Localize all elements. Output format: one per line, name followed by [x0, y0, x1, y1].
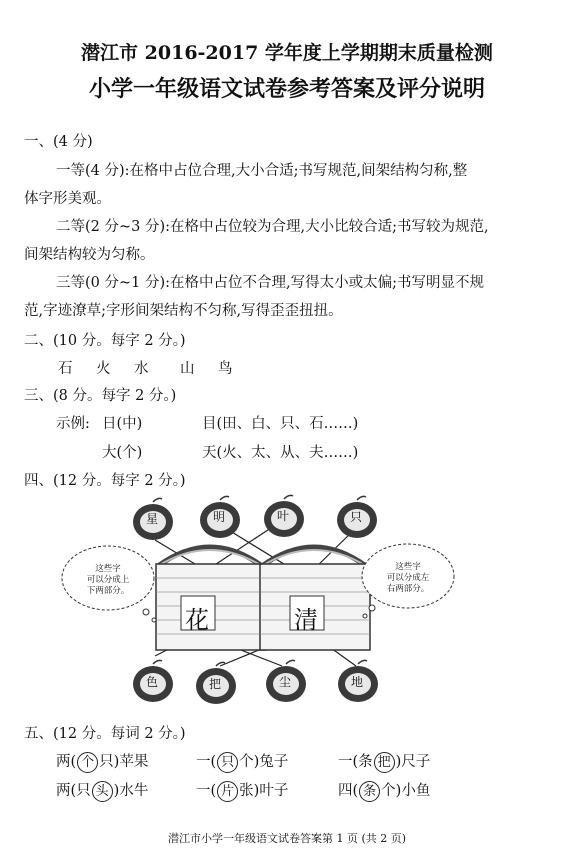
- apple-top-char: 星: [146, 512, 159, 526]
- example-answer: 大(个): [102, 445, 143, 461]
- doc-title: 潜江市 2016-2017 学年度上学期期末质量检测: [81, 42, 493, 64]
- apple-bottom-char: 尘: [279, 675, 292, 689]
- page-footer: 潜江市小学一年级语文试卷答案第 1 页 (共 2 页): [167, 832, 407, 845]
- doc-subtitle: 小学一年级语文试卷参考答案及评分说明: [88, 76, 485, 102]
- apple-bottom-char: 把: [209, 677, 222, 691]
- apple-top-char: 只: [350, 510, 363, 524]
- section-4-heading: 四、(12 分。每字 2 分。): [24, 473, 186, 489]
- section-2-heading: 二、(10 分。每字 2 分。): [24, 333, 186, 349]
- s1-line: 范,字迹潦草;字形间架结构不匀称,写得歪歪扭扭。: [24, 303, 343, 319]
- measure-word-item: 四( 条 个)小鱼: [338, 779, 430, 802]
- s1-line: 三等(0 分~1 分):在格中占位不合理,写得太小或太偏;书写明显不规: [56, 275, 485, 291]
- apple-bottom-char: 色: [146, 675, 159, 689]
- apple-bottom-char: 地: [351, 675, 364, 689]
- s1-line: 间架结构较为匀称。: [24, 247, 155, 263]
- answer-char: 石: [58, 361, 73, 377]
- section-5-heading: 五、(12 分。每词 2 分。): [24, 726, 186, 742]
- example-answer: 日(中): [102, 416, 143, 432]
- answer-char: 火: [96, 361, 111, 377]
- measure-word-item: 两( 个 只)苹果: [56, 750, 148, 773]
- example-answer: 目(田、白、只、石……): [202, 416, 359, 432]
- apple-top-char: 叶: [277, 509, 290, 523]
- basket-right-char: 清: [294, 606, 318, 634]
- s1-line: 体字形美观。: [24, 191, 111, 207]
- example-answer: 天(火、太、从、夫……): [202, 445, 359, 461]
- bubble-right-text: 这些字 可以分成左 右两部分。: [386, 562, 430, 594]
- answer-char: 鸟: [218, 361, 233, 377]
- answer-char: 水: [134, 361, 149, 377]
- s1-line: 二等(2 分~3 分):在格中占位较为合理,大小比较合适;书写较为规范,: [56, 219, 489, 235]
- s1-line: 一等(4 分):在格中占位合理,大小合适;书写规范,间架结构匀称,整: [56, 163, 468, 179]
- section-3-heading: 三、(8 分。每字 2 分。): [24, 388, 177, 404]
- basket-left-char: 花: [185, 606, 209, 634]
- bubble-left-text: 这些字 可以分成上 下两部分。: [86, 564, 130, 596]
- measure-word-item: 一( 只 个)兔子: [196, 750, 288, 773]
- example-label: 示例:: [56, 416, 90, 432]
- left-basket: [156, 547, 266, 650]
- section-1-heading: 一、(4 分): [24, 134, 93, 150]
- answer-char: 山: [180, 361, 195, 377]
- measure-word-item: 两(只 头 )水牛: [56, 779, 148, 802]
- measure-word-item: 一( 片 张)叶子: [196, 779, 288, 802]
- apple-top-char: 明: [213, 510, 226, 524]
- measure-word-item: 一(条 把 )尺子: [338, 750, 430, 773]
